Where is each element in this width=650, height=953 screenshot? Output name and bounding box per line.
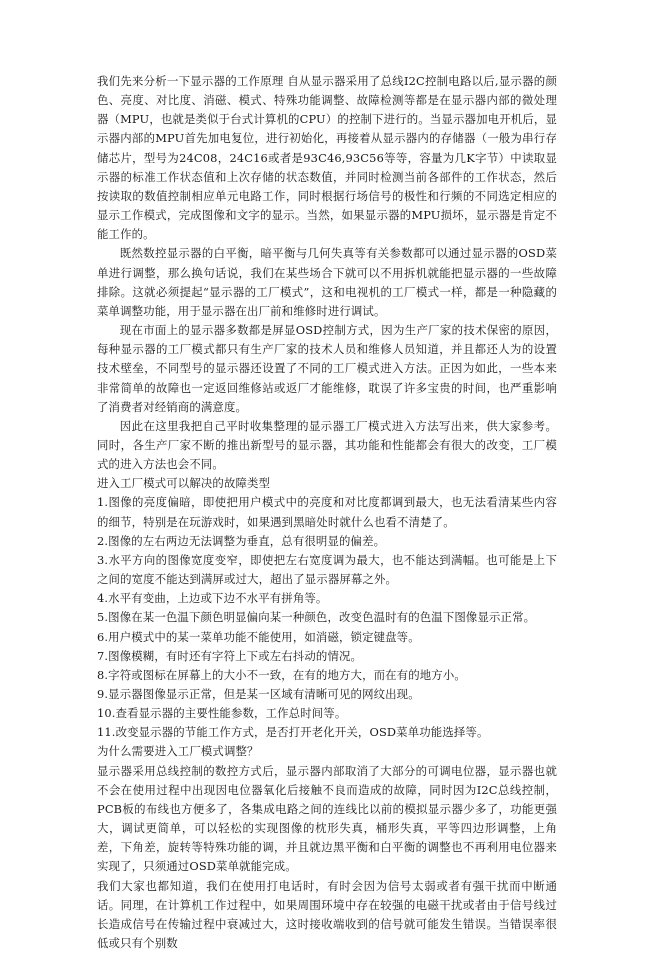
fault-list-item: 1.图像的亮度偏暗，即使把用户模式中的亮度和对比度都调到最大，也无法看清某些内容的细节，特别是在玩游戏时，如果遇到黑暗处时就什么也看不清楚了。 — [97, 495, 557, 529]
intro-paragraph-1: 我们先来分析一下显示器的工作原理 自从显示器采用了总线I2C控制电路以后,显示器的颜色、亮度、对比度、消磁、模式、特殊功能调整、故障检测等都是在显示器内部的微处理器（MPU，也就是类似于台式计算机的CPU）的控制下进行的。当显示器加电开机后，显示器内部的MPU首先加电复位，进行初始化，再接着从显示器内的存储器（一般为串行存储芯片，型号为24C08，24C16或者是93C46,93C56等等，容量为几K字节）中读取显示器的标准工作状态值和上次存储的状态数值，并同时检测当前各部件的工作状态，然后按读取的数值控制相应单元电路工作，同时根据行场信号的极性和行频的不同选定相应的显示工作模式，完成图像和文字的显示。当然，如果显示器的MPU损坏，显示器是肯定不能工作的。 — [97, 74, 557, 242]
intro-paragraph-2: 既然数控显示器的白平衡，暗平衡与几何失真等有关参数都可以通过显示器的OSD菜单进行调整，那么换句话说，我们在某些场合下就可以不用拆机就能把显示器的一些故障排除。这就必须提起“显示器的工厂模式”，这和电视机的工厂模式一样，都是一种隐藏的菜单调整功能，用于显示器在出厂前和维修时进行调试。 — [97, 246, 557, 318]
fault-list-item: 3.水平方向的图像宽度变窄，即使把左右宽度调为最大，也不能达到满幅。也可能是上下之间的宽度不能达到满屏或过大，超出了显示器屏幕之外。 — [97, 552, 557, 587]
fault-list — [97, 493, 557, 742]
fault-list-item: 10.查看显示器的主要性能参数，工作总时间等。 — [97, 706, 347, 721]
fault-list-item: 9.显示器图像显示正常，但是某一区域有清晰可见的网纹出现。 — [97, 687, 420, 701]
fault-list-item: 8.字符或图标在屏幕上的大小不一致，在有的地方大，而在有的地方小。 — [97, 667, 466, 682]
fault-list-item: 5.图像在某一色温下颜色明显偏向某一种颜色，改变色温时有的色温下图像显示正常。 — [97, 610, 536, 625]
intro-paragraph-3: 现在市面上的显示器多数都是屏显OSD控制方式，因为生产厂家的技术保密的原因，每种显示器的工厂模式都只有生产厂家的技术人员和维修人员知道，并且都还人为的设置技术壁垒，不同型号的显示器还设置了不同的工厂模式进入方法。正因为如此，一些本来非常简单的故障也一定返回维修站或返厂才能维修，耽误了许多宝贵的时间，也严重影响了消费者对经销商的满意度。 — [97, 323, 557, 414]
fault-list-item: 7.图像模糊，有时还有字符上下或左右抖动的情况。 — [97, 648, 363, 663]
fault-list-item: 6.用户模式中的某一菜单功能不能使用，如消磁，锁定键盘等。 — [97, 629, 420, 644]
why-paragraph-2: 我们大家也都知道，我们在使用打电话时，有时会因为信号太弱或者有强干扰而中断通话。同理，在计算机工作过程中，如果周围环境中存在较强的电磁干扰或者由于信号线过长造成信号在传输过程中衰减过大，这时接收端收到的信号就可能发生错误。当错误率很低或只有个别数 — [97, 878, 557, 951]
section-heading-why: 为什么需要进入工厂模式调整？ — [97, 744, 259, 759]
why-paragraph-1: 显示器采用总线控制的数控方式后，显示器内部取消了大部分的可调电位器，显示器也就不会在使用过程中出现因电位器氧化后接触不良而造成的故障，同时因为I2C总线控制，PCB板的布线也方便多了，各集成电路之间的连线比以前的模拟显示器少多了，功能更强大，调试更简单，可以轻松的实现图像的枕形失真，桶形失真，平等四边形调整，上角差，下角差，旋转等特殊功能的调，并且就边黑平衡和白平衡的调整也不再利用电位器来实现了，只须通过OSD菜单就能完成。 — [97, 763, 557, 874]
intro-paragraph-4: 因此在这里我把自己平时收集整理的显示器工厂模式进入方法写出来，供大家参考。同时，各生产厂家不断的推出新型号的显示器，其功能和性能都会有很大的改变，工厂模式的进入方法也会不同。 — [97, 418, 557, 472]
fault-list-item: 2.图像的左右两边无法调整为垂直，总有很明显的偏差。 — [97, 533, 386, 548]
fault-list-item: 11.改变显示器的节能工作方式，是否打开老化开关，OSD菜单功能选择等。 — [97, 725, 489, 740]
document-page — [97, 72, 557, 953]
fault-list-item: 4.水平有变曲，上边或下边不水平有拼角等。 — [97, 591, 328, 606]
section-heading-faults: 进入工厂模式可以解决的故障类型 — [97, 476, 271, 491]
